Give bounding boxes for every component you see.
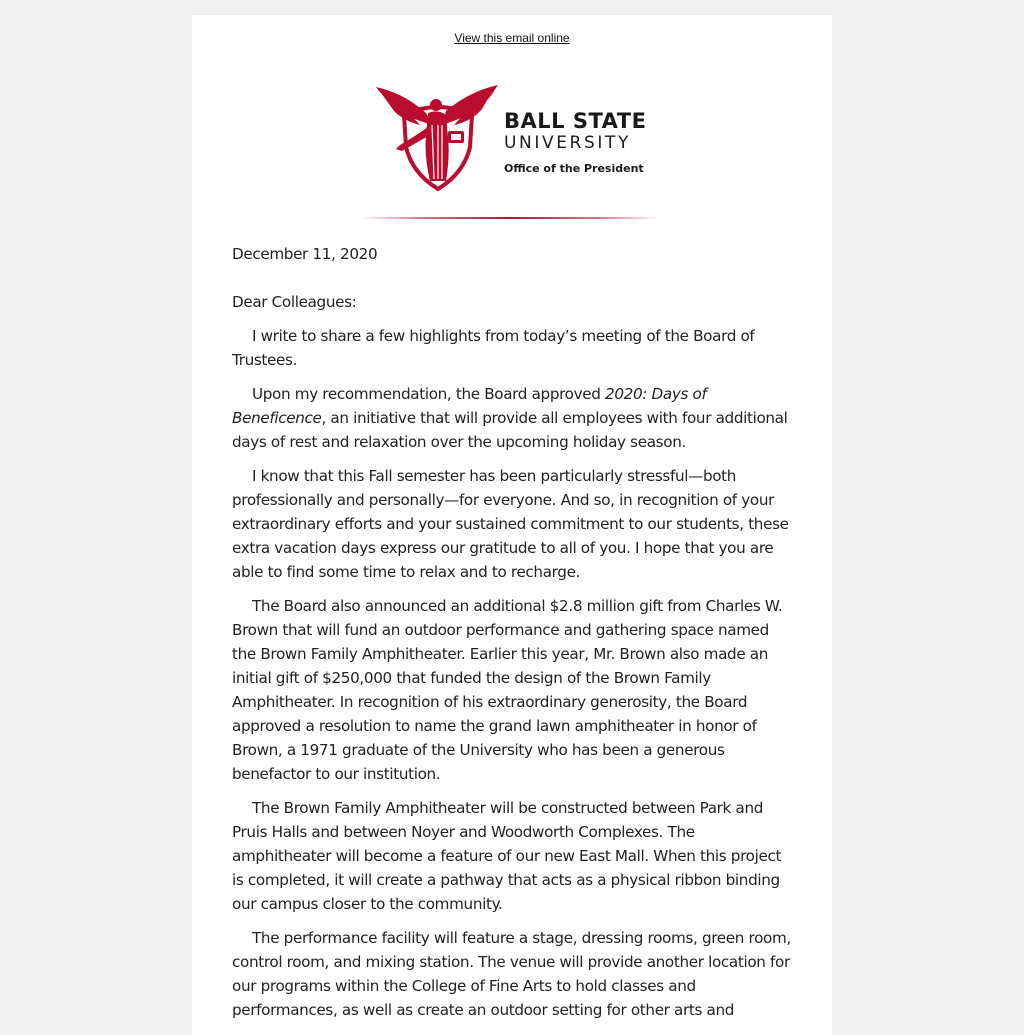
view-online-bar [192, 31, 832, 45]
paragraph-intro: I write to share a few highlights from today’s meeting of the Board of Trustees. [232, 327, 755, 369]
paragraph-days-of-beneficence [232, 382, 794, 454]
paragraph-gratitude: I know that this Fall semester has been particularly stressful—both professionally and personally—for everyone. And so, in recognition of your extraordinary efforts and your sustained commitment to our students, these extra vacation days express our gratitude to all of you. I hope that you are able to find some time to relax and to recharge. [232, 467, 789, 581]
paragraph-brown-gift: The Board also announced an additional $2.8 million gift from Charles W. Brown that will fund an outdoor performance and gathering space named the Brown Family Amphitheater. Earlier this year, Mr. Brown also made an initial gift of $250,000 that funded the design of the Brown Family Amphitheater. In recognition of his extraordinary generosity, the Board approved a resolution to name the grand lawn amphitheater in honor of Brown, a 1971 graduate of the University who has been a generous benefactor to our institution. [232, 597, 783, 783]
cardinal-beneficence-emblem-icon [374, 85, 502, 193]
paragraph-text: Upon my recommendation, the Board approved [252, 385, 606, 403]
logo-office: Office of the President [504, 162, 644, 175]
logo-title: BALL STATE [504, 109, 647, 133]
logo-subtitle: UNIVERSITY [504, 133, 631, 153]
ball-state-logo [374, 85, 654, 195]
header-divider [360, 217, 660, 219]
view-email-online-link[interactable]: View this email online [454, 31, 570, 45]
initiative-title: 2020: Days of Beneficence [232, 385, 707, 427]
letter-salutation: Dear Colleagues: [232, 293, 357, 311]
paragraph-amphitheater-location: The Brown Family Amphitheater will be constructed between Park and Pruis Halls and between Noyer and Woodworth Complexes. The amphitheater will become a feature of our new East Mall. When this project is completed, it will create a pathway that acts as a physical ribbon binding our campus closer to the community. [232, 799, 782, 913]
paragraph-performance-facility: The performance facility will feature a stage, dressing rooms, green room, control room, and mixing station. The venue will provide another location for our programs within the College of Fine Arts to hold classes and performances, as well as create an outdoor setting for other arts and [232, 929, 791, 1019]
letter-body [232, 242, 794, 1032]
email-container [192, 15, 832, 1035]
logo-wordmark [504, 109, 646, 175]
letter-date: December 11, 2020 [232, 245, 378, 263]
paragraph-text: , an initiative that will provide all employees with four additional days of rest and relaxation over the upcoming holiday season. [232, 409, 788, 451]
